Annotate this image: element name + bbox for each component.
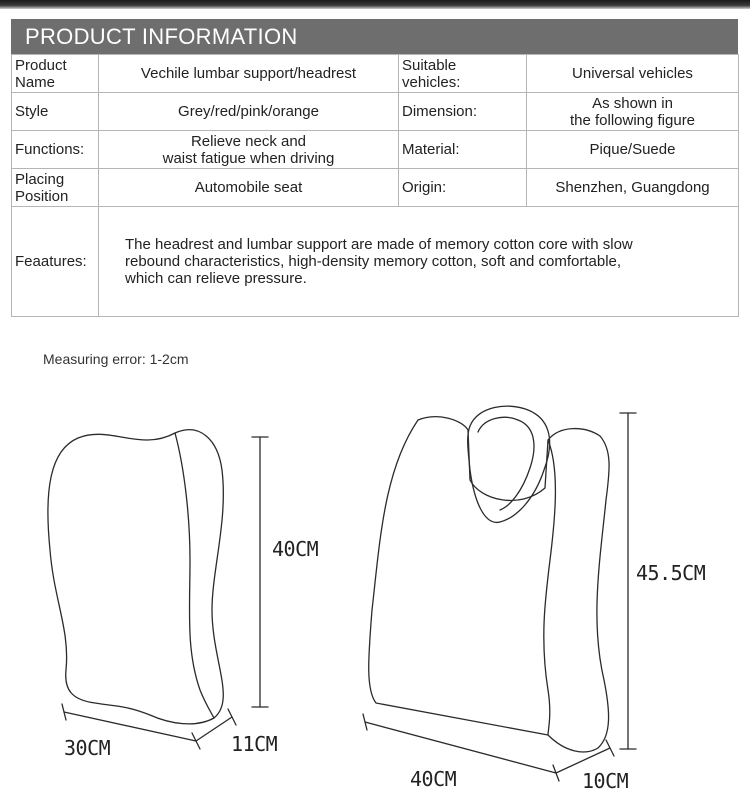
headrest-depth-label: 11CM	[231, 732, 278, 756]
headrest-side-edge	[175, 433, 214, 718]
features-label: Feaatures:	[12, 207, 99, 317]
row-label: Suitable vehicles:	[399, 55, 527, 93]
lumbar-depth-label: 10CM	[582, 769, 629, 793]
row-label: Material:	[399, 131, 527, 169]
row-label: Style	[12, 93, 99, 131]
headrest-width-label: 30CM	[64, 736, 111, 760]
row-value: As shown in the following figure	[527, 93, 739, 131]
row-value: Universal vehicles	[527, 55, 739, 93]
lumbar-height-label: 45.5CM	[636, 561, 706, 585]
lumbar-width-label: 40CM	[410, 767, 457, 791]
row-label: Dimension:	[399, 93, 527, 131]
row-value: Pique/Suede	[527, 131, 739, 169]
row-label: Product Name	[12, 55, 99, 93]
row-value: Grey/red/pink/orange	[99, 93, 399, 131]
row-value: Automobile seat	[99, 169, 399, 207]
row-label: Placing Position	[12, 169, 99, 207]
row-value: Vechile lumbar support/headrest	[99, 55, 399, 93]
row-label: Functions:	[12, 131, 99, 169]
features-text: The headrest and lumbar support are made of memory cotton core with slow rebound characteristics, high-density memory cotton, soft and comfortable, which can relieve pressure.	[99, 207, 739, 317]
measuring-error-note: Measuring error: 1-2cm	[43, 351, 189, 367]
section-title: PRODUCT INFORMATION	[25, 24, 298, 49]
lumbar-width-line	[365, 722, 556, 773]
headrest-depth-line	[196, 717, 232, 741]
row-label: Origin:	[399, 169, 527, 207]
headrest-height-label: 40CM	[272, 537, 319, 561]
lumbar-cushion-outline	[369, 417, 609, 752]
row-value: Relieve neck and waist fatigue when driving	[99, 131, 399, 169]
row-value: Shenzhen, Guangdong	[527, 169, 739, 207]
